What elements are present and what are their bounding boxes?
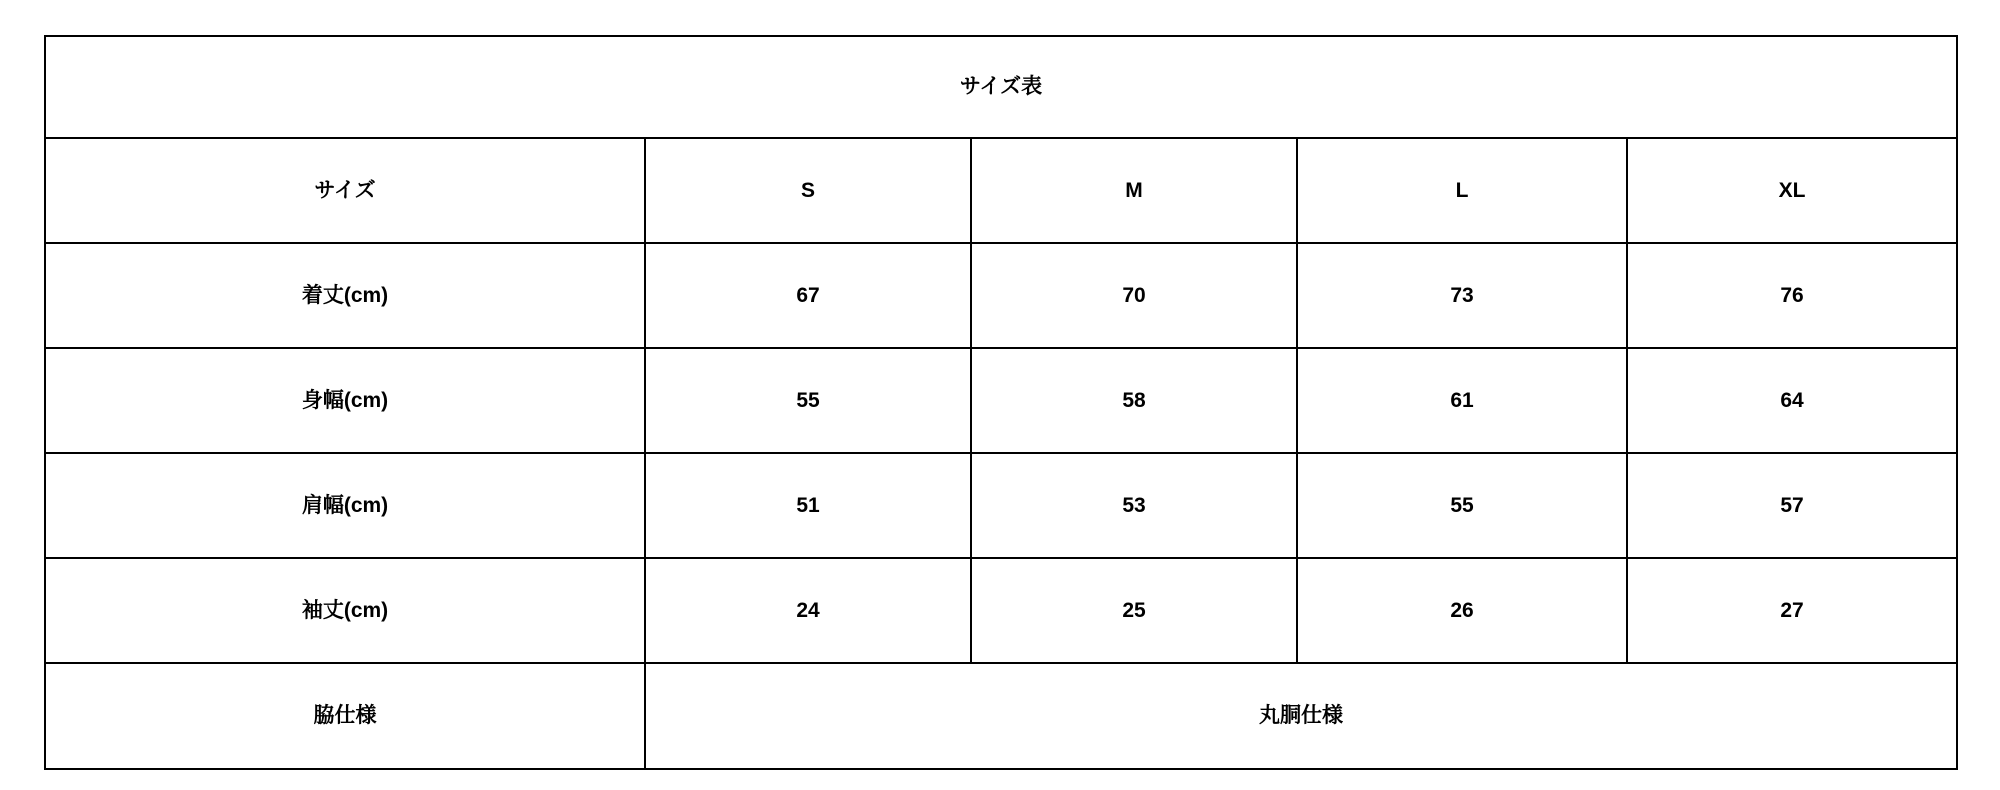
size-table-container (44, 35, 1956, 770)
cell-value: 67 (645, 243, 971, 348)
cell-value: 58 (971, 348, 1297, 453)
size-table (44, 35, 1958, 770)
cell-value: 57 (1627, 453, 1957, 558)
page-title: サイズ表 (45, 36, 1957, 138)
table-row (45, 558, 1957, 663)
table-footer-row (45, 663, 1957, 769)
table-row (45, 453, 1957, 558)
row-label: 脇仕様 (45, 663, 645, 769)
cell-value: 25 (971, 558, 1297, 663)
row-label: 身幅(cm) (45, 348, 645, 453)
cell-value: 53 (971, 453, 1297, 558)
cell-value: 55 (645, 348, 971, 453)
cell-value-merged: 丸胴仕様 (645, 663, 1957, 769)
cell-value: 51 (645, 453, 971, 558)
cell-value: 76 (1627, 243, 1957, 348)
column-header-m: M (971, 138, 1297, 243)
column-header-s: S (645, 138, 971, 243)
row-label: 肩幅(cm) (45, 453, 645, 558)
table-title-row (45, 36, 1957, 138)
cell-value: 24 (645, 558, 971, 663)
table-row (45, 243, 1957, 348)
cell-value: 61 (1297, 348, 1627, 453)
row-label: 着丈(cm) (45, 243, 645, 348)
cell-value: 73 (1297, 243, 1627, 348)
column-header-size-label: サイズ (45, 138, 645, 243)
row-label: 袖丈(cm) (45, 558, 645, 663)
column-header-xl: XL (1627, 138, 1957, 243)
cell-value: 70 (971, 243, 1297, 348)
cell-value: 64 (1627, 348, 1957, 453)
table-row (45, 348, 1957, 453)
table-header-row (45, 138, 1957, 243)
cell-value: 55 (1297, 453, 1627, 558)
cell-value: 27 (1627, 558, 1957, 663)
column-header-l: L (1297, 138, 1627, 243)
cell-value: 26 (1297, 558, 1627, 663)
